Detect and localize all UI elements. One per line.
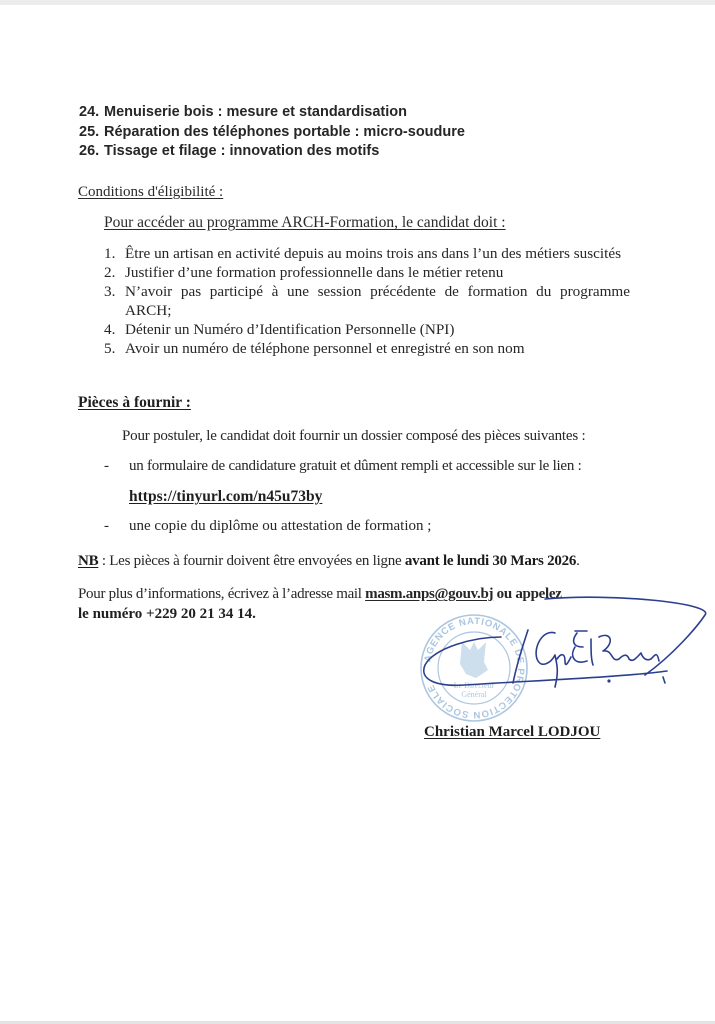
item-text: N’avoir pas participé à une session précédente de formation du programme ARCH; xyxy=(125,283,630,319)
document-item-form: un formulaire de candidature gratuit et dûment rempli et accessible sur le lien : xyxy=(129,458,582,474)
eligibility-intro: Pour accéder au programme ARCH-Formation, le candidat doit : xyxy=(104,214,506,231)
item-text: Détenir un Numéro d’Identification Personnelle (NPI) xyxy=(125,321,455,338)
item-text: Être un artisan en activité depuis au moins trois ans dans l’un des métiers suscités xyxy=(125,245,622,262)
contact-email-link[interactable]: masm.anps@gouv.bj xyxy=(365,586,494,602)
eligibility-item xyxy=(104,320,630,339)
eligibility-item xyxy=(104,244,630,263)
trade-number: 24. xyxy=(79,104,100,120)
stamp-ring-text: AGENCE NATIONALE DE PROTECTION SOCIALE xyxy=(422,615,527,721)
eligibility-item xyxy=(104,339,630,358)
documents-intro: Pour postuler, le candidat doit fournir un dossier composé des pièces suivantes : xyxy=(122,428,586,444)
documents-title: Pièces à fournir : xyxy=(78,394,191,411)
item-number: 5. xyxy=(104,340,116,357)
trade-text: Réparation des téléphones portable : micro-soudure xyxy=(104,123,465,140)
trade-text: Tissage et filage : innovation des motifs xyxy=(104,143,380,159)
trades-list xyxy=(79,103,465,162)
stamp-center-text-2: Général xyxy=(461,690,487,699)
trade-item xyxy=(79,103,465,123)
note-label: NB xyxy=(78,553,99,569)
item-text: Justifier d’une formation professionnelle dans le métier retenu xyxy=(125,264,504,281)
note-deadline: avant le lundi 30 Mars 2026 xyxy=(404,553,577,569)
trade-item xyxy=(79,142,465,162)
eligibility-list xyxy=(104,244,630,358)
contact-suffix: ou appelez xyxy=(493,586,562,602)
trade-number: 26. xyxy=(79,143,100,159)
item-number: 1. xyxy=(104,245,116,262)
eligibility-item xyxy=(104,282,630,320)
document-item-diploma: une copie du diplôme ou attestation de formation ; xyxy=(129,518,432,534)
item-number: 3. xyxy=(104,283,116,300)
note-text: : Les pièces à fournir doivent être envoyées en ligne xyxy=(98,553,405,569)
bullet-dash: - xyxy=(104,518,109,534)
note-end: . xyxy=(576,553,580,569)
deadline-note xyxy=(78,553,580,570)
item-text: Avoir un numéro de téléphone personnel et enregistré en son nom xyxy=(125,340,525,357)
trade-item xyxy=(79,123,465,143)
handwritten-signature xyxy=(405,595,715,715)
trade-text: Menuiserie bois : mesure et standardisation xyxy=(104,104,407,120)
signer-name: Christian Marcel LODJOU xyxy=(424,724,601,740)
contact-phone: le numéro +229 20 21 34 14. xyxy=(78,606,256,622)
item-number: 2. xyxy=(104,264,116,281)
eligibility-title: Conditions d'éligibilité : xyxy=(78,184,224,200)
contact-prefix: Pour plus d’informations, écrivez à l’adresse mail xyxy=(78,586,366,602)
trade-number: 25. xyxy=(79,123,100,140)
eligibility-item xyxy=(104,263,630,282)
item-number: 4. xyxy=(104,321,116,338)
stamp-center-text-1: Le Directeur xyxy=(453,681,495,690)
application-form-link[interactable]: https://tinyurl.com/n45u73by xyxy=(129,488,323,505)
bullet-dash: - xyxy=(104,458,109,474)
